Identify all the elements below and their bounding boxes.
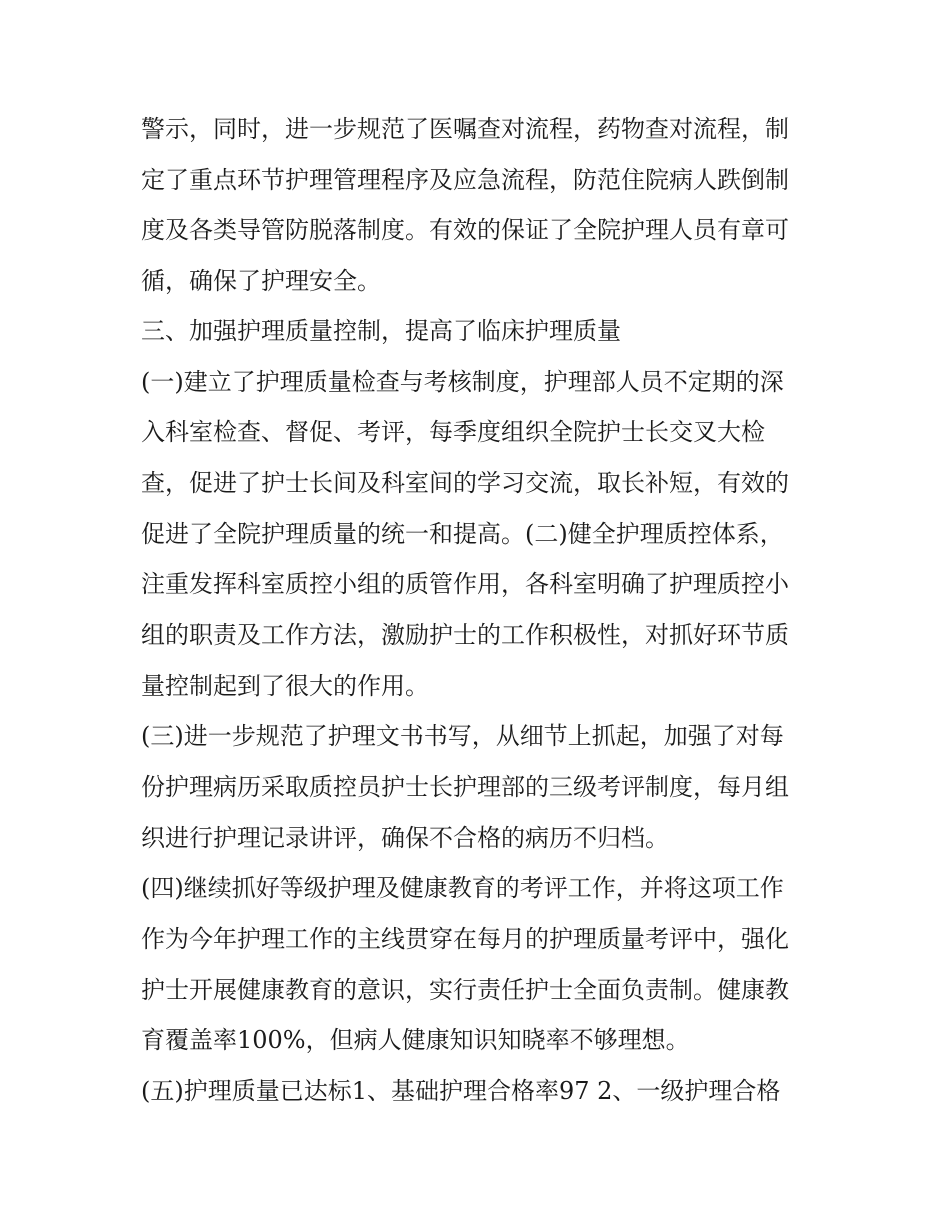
text-line-19: 育覆盖率100%，但病人健康知识知晓率不够理想。 xyxy=(141,1026,690,1054)
text-line-1: 警示，同时，进一步规范了医嘱查对流程，药物查对流程，制 xyxy=(141,115,789,143)
text-line-9: 促进了全院护理质量的统一和提高。(二)健全护理质控体系， xyxy=(141,520,784,548)
text-line-13: (三)进一步规范了护理文书书写，从细节上抓起，加强了对每 xyxy=(141,722,784,750)
text-line-7: 入科室检查、督促、考评，每季度组织全院护士长交叉大检 xyxy=(141,418,765,446)
text-line-11: 组的职责及工作方法，激励护士的工作积极性，对抓好环节质 xyxy=(141,621,789,649)
text-line-16: (四)继续抓好等级护理及健康教育的考评工作，并将这项工作 xyxy=(141,874,784,902)
section-heading: 三、加强护理质量控制，提高了临床护理质量 xyxy=(141,317,621,345)
text-line-20: (五)护理质量已达标1、基础护理合格率97 2、一级护理合格 xyxy=(141,1077,781,1105)
text-line-4: 循，确保了护理安全。 xyxy=(141,267,381,295)
text-line-8: 查，促进了护士长间及科室间的学习交流，取长补短，有效的 xyxy=(141,469,789,497)
text-line-17: 作为今年护理工作的主线贯穿在每月的护理质量考评中，强化 xyxy=(141,925,789,953)
text-line-12: 量控制起到了很大的作用。 xyxy=(141,672,429,700)
text-line-3: 度及各类导管防脱落制度。有效的保证了全院护理人员有章可 xyxy=(141,216,789,244)
text-line-18: 护士开展健康教育的意识，实行责任护士全面负责制。健康教 xyxy=(141,976,789,1004)
text-line-6: (一)建立了护理质量检查与考核制度，护理部人员不定期的深 xyxy=(141,368,784,396)
text-line-14: 份护理病历采取质控员护士长护理部的三级考评制度，每月组 xyxy=(141,773,789,801)
text-line-10: 注重发挥科室质控小组的质管作用，各科室明确了护理质控小 xyxy=(141,570,789,598)
text-line-2: 定了重点环节护理管理程序及应急流程，防范住院病人跌倒制 xyxy=(141,166,789,194)
text-line-15: 织进行护理记录讲评，确保不合格的病历不归档。 xyxy=(141,824,669,852)
